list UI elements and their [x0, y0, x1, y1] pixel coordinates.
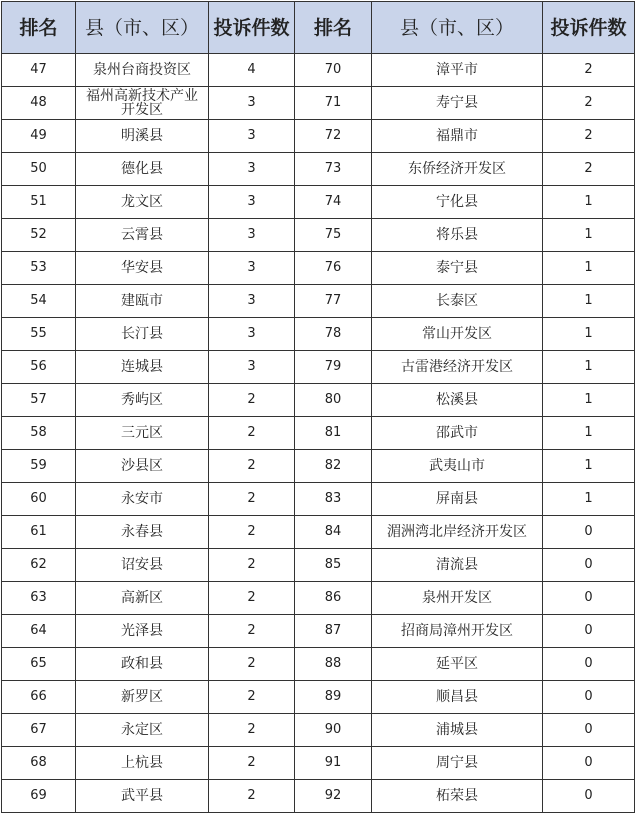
complaint-ranking-table — [1, 1, 635, 813]
cell-rank-left: 52 — [2, 219, 76, 252]
table-row — [2, 417, 635, 450]
cell-count-left: 2 — [209, 780, 295, 813]
cell-count-right: 2 — [543, 54, 635, 87]
cell-rank-right: 86 — [295, 582, 372, 615]
cell-county-left: 德化县 — [76, 153, 209, 186]
cell-county-right: 湄洲湾北岸经济开发区 — [372, 516, 543, 549]
cell-county-right: 将乐县 — [372, 219, 543, 252]
cell-count-right: 0 — [543, 714, 635, 747]
cell-county-left: 秀屿区 — [76, 384, 209, 417]
table-row — [2, 615, 635, 648]
cell-county-left: 连城县 — [76, 351, 209, 384]
header-count-right: 投诉件数 — [543, 2, 635, 54]
table-row — [2, 219, 635, 252]
cell-county-left: 光泽县 — [76, 615, 209, 648]
header-row — [2, 2, 635, 54]
cell-rank-left: 58 — [2, 417, 76, 450]
cell-count-right: 1 — [543, 351, 635, 384]
cell-rank-right: 87 — [295, 615, 372, 648]
cell-county-right: 柘荣县 — [372, 780, 543, 813]
table-row — [2, 780, 635, 813]
cell-count-right: 0 — [543, 648, 635, 681]
table-row — [2, 186, 635, 219]
cell-county-right: 松溪县 — [372, 384, 543, 417]
cell-rank-right: 92 — [295, 780, 372, 813]
cell-county-right: 寿宁县 — [372, 87, 543, 120]
cell-count-right: 1 — [543, 483, 635, 516]
cell-count-left: 2 — [209, 384, 295, 417]
cell-count-left: 3 — [209, 252, 295, 285]
table-row — [2, 714, 635, 747]
cell-rank-left: 54 — [2, 285, 76, 318]
cell-count-left: 2 — [209, 483, 295, 516]
cell-count-left: 2 — [209, 747, 295, 780]
cell-county-left: 武平县 — [76, 780, 209, 813]
table-row — [2, 483, 635, 516]
cell-rank-left: 48 — [2, 87, 76, 120]
cell-count-left: 2 — [209, 549, 295, 582]
cell-county-right: 泉州开发区 — [372, 582, 543, 615]
cell-county-left: 上杭县 — [76, 747, 209, 780]
cell-rank-right: 71 — [295, 87, 372, 120]
cell-rank-left: 56 — [2, 351, 76, 384]
cell-county-right: 常山开发区 — [372, 318, 543, 351]
cell-county-left: 龙文区 — [76, 186, 209, 219]
cell-rank-left: 57 — [2, 384, 76, 417]
cell-count-left: 2 — [209, 417, 295, 450]
cell-county-right: 古雷港经济开发区 — [372, 351, 543, 384]
cell-count-right: 2 — [543, 153, 635, 186]
cell-count-right: 0 — [543, 780, 635, 813]
cell-rank-left: 66 — [2, 681, 76, 714]
cell-county-right: 屏南县 — [372, 483, 543, 516]
cell-count-left: 2 — [209, 714, 295, 747]
cell-rank-left: 60 — [2, 483, 76, 516]
table-row — [2, 648, 635, 681]
cell-county-left: 明溪县 — [76, 120, 209, 153]
cell-county-right: 泰宁县 — [372, 252, 543, 285]
table-row — [2, 351, 635, 384]
cell-rank-right: 90 — [295, 714, 372, 747]
table-row — [2, 384, 635, 417]
cell-rank-left: 59 — [2, 450, 76, 483]
cell-county-right: 周宁县 — [372, 747, 543, 780]
table-row — [2, 87, 635, 120]
table-row — [2, 153, 635, 186]
cell-count-left: 2 — [209, 582, 295, 615]
cell-county-right: 顺昌县 — [372, 681, 543, 714]
cell-rank-right: 72 — [295, 120, 372, 153]
table-row — [2, 318, 635, 351]
cell-count-right: 1 — [543, 318, 635, 351]
cell-rank-left: 49 — [2, 120, 76, 153]
cell-count-right: 1 — [543, 219, 635, 252]
cell-county-left: 云霄县 — [76, 219, 209, 252]
cell-county-left: 三元区 — [76, 417, 209, 450]
table-row — [2, 54, 635, 87]
cell-count-right: 0 — [543, 516, 635, 549]
cell-count-right: 1 — [543, 186, 635, 219]
cell-count-right: 2 — [543, 120, 635, 153]
cell-rank-right: 88 — [295, 648, 372, 681]
cell-rank-right: 81 — [295, 417, 372, 450]
cell-rank-left: 64 — [2, 615, 76, 648]
cell-rank-left: 63 — [2, 582, 76, 615]
cell-rank-left: 62 — [2, 549, 76, 582]
cell-rank-right: 77 — [295, 285, 372, 318]
cell-count-right: 1 — [543, 384, 635, 417]
cell-rank-right: 75 — [295, 219, 372, 252]
cell-rank-left: 67 — [2, 714, 76, 747]
cell-county-left: 诏安县 — [76, 549, 209, 582]
cell-rank-right: 73 — [295, 153, 372, 186]
cell-count-right: 1 — [543, 285, 635, 318]
cell-count-left: 3 — [209, 120, 295, 153]
cell-rank-right: 79 — [295, 351, 372, 384]
table-body — [2, 54, 635, 813]
cell-county-left: 长汀县 — [76, 318, 209, 351]
cell-rank-right: 89 — [295, 681, 372, 714]
cell-rank-right: 91 — [295, 747, 372, 780]
cell-county-right: 宁化县 — [372, 186, 543, 219]
cell-count-left: 3 — [209, 351, 295, 384]
cell-rank-left: 65 — [2, 648, 76, 681]
cell-rank-left: 47 — [2, 54, 76, 87]
cell-count-left: 3 — [209, 186, 295, 219]
cell-rank-left: 55 — [2, 318, 76, 351]
table-row — [2, 681, 635, 714]
cell-rank-left: 50 — [2, 153, 76, 186]
cell-count-left: 3 — [209, 318, 295, 351]
cell-county-left: 建瓯市 — [76, 285, 209, 318]
cell-count-right: 0 — [543, 549, 635, 582]
table-row — [2, 252, 635, 285]
cell-count-left: 3 — [209, 285, 295, 318]
cell-rank-right: 74 — [295, 186, 372, 219]
cell-rank-left: 68 — [2, 747, 76, 780]
table-header — [2, 2, 635, 54]
cell-county-right: 漳平市 — [372, 54, 543, 87]
cell-count-right: 1 — [543, 450, 635, 483]
cell-count-left: 2 — [209, 516, 295, 549]
cell-rank-left: 61 — [2, 516, 76, 549]
cell-rank-right: 80 — [295, 384, 372, 417]
cell-county-right: 招商局漳州开发区 — [372, 615, 543, 648]
cell-count-left: 3 — [209, 219, 295, 252]
cell-county-right: 武夷山市 — [372, 450, 543, 483]
cell-count-right: 0 — [543, 615, 635, 648]
cell-rank-right: 70 — [295, 54, 372, 87]
header-rank-left: 排名 — [2, 2, 76, 54]
header-count-left: 投诉件数 — [209, 2, 295, 54]
cell-count-left: 3 — [209, 153, 295, 186]
cell-county-left: 新罗区 — [76, 681, 209, 714]
cell-county-right: 福鼎市 — [372, 120, 543, 153]
cell-rank-right: 76 — [295, 252, 372, 285]
cell-count-right: 2 — [543, 87, 635, 120]
cell-count-left: 3 — [209, 87, 295, 120]
cell-rank-right: 83 — [295, 483, 372, 516]
cell-county-right: 延平区 — [372, 648, 543, 681]
cell-county-left: 政和县 — [76, 648, 209, 681]
table-row — [2, 549, 635, 582]
cell-rank-right: 82 — [295, 450, 372, 483]
table-row — [2, 285, 635, 318]
cell-county-right: 长泰区 — [372, 285, 543, 318]
table-row — [2, 747, 635, 780]
cell-rank-left: 51 — [2, 186, 76, 219]
cell-county-left: 高新区 — [76, 582, 209, 615]
cell-count-right: 1 — [543, 252, 635, 285]
header-county-left: 县（市、区） — [76, 2, 209, 54]
cell-count-right: 0 — [543, 582, 635, 615]
table-row — [2, 450, 635, 483]
cell-county-right: 浦城县 — [372, 714, 543, 747]
cell-rank-left: 69 — [2, 780, 76, 813]
cell-county-left: 永安市 — [76, 483, 209, 516]
cell-count-left: 2 — [209, 648, 295, 681]
table-row — [2, 582, 635, 615]
cell-county-left: 泉州台商投资区 — [76, 54, 209, 87]
cell-count-right: 0 — [543, 747, 635, 780]
header-county-right: 县（市、区） — [372, 2, 543, 54]
cell-county-left: 永定区 — [76, 714, 209, 747]
cell-count-left: 4 — [209, 54, 295, 87]
cell-rank-left: 53 — [2, 252, 76, 285]
cell-count-left: 2 — [209, 450, 295, 483]
cell-count-right: 0 — [543, 681, 635, 714]
cell-county-left: 永春县 — [76, 516, 209, 549]
cell-count-left: 2 — [209, 615, 295, 648]
cell-county-right: 邵武市 — [372, 417, 543, 450]
table-row — [2, 516, 635, 549]
cell-county-right: 东侨经济开发区 — [372, 153, 543, 186]
cell-count-right: 1 — [543, 417, 635, 450]
cell-rank-right: 84 — [295, 516, 372, 549]
cell-count-left: 2 — [209, 681, 295, 714]
cell-rank-right: 78 — [295, 318, 372, 351]
header-rank-right: 排名 — [295, 2, 372, 54]
cell-county-left: 沙县区 — [76, 450, 209, 483]
table-row — [2, 120, 635, 153]
cell-rank-right: 85 — [295, 549, 372, 582]
cell-county-left: 福州高新技术产业开发区 — [76, 87, 209, 120]
cell-county-right: 清流县 — [372, 549, 543, 582]
cell-county-left: 华安县 — [76, 252, 209, 285]
